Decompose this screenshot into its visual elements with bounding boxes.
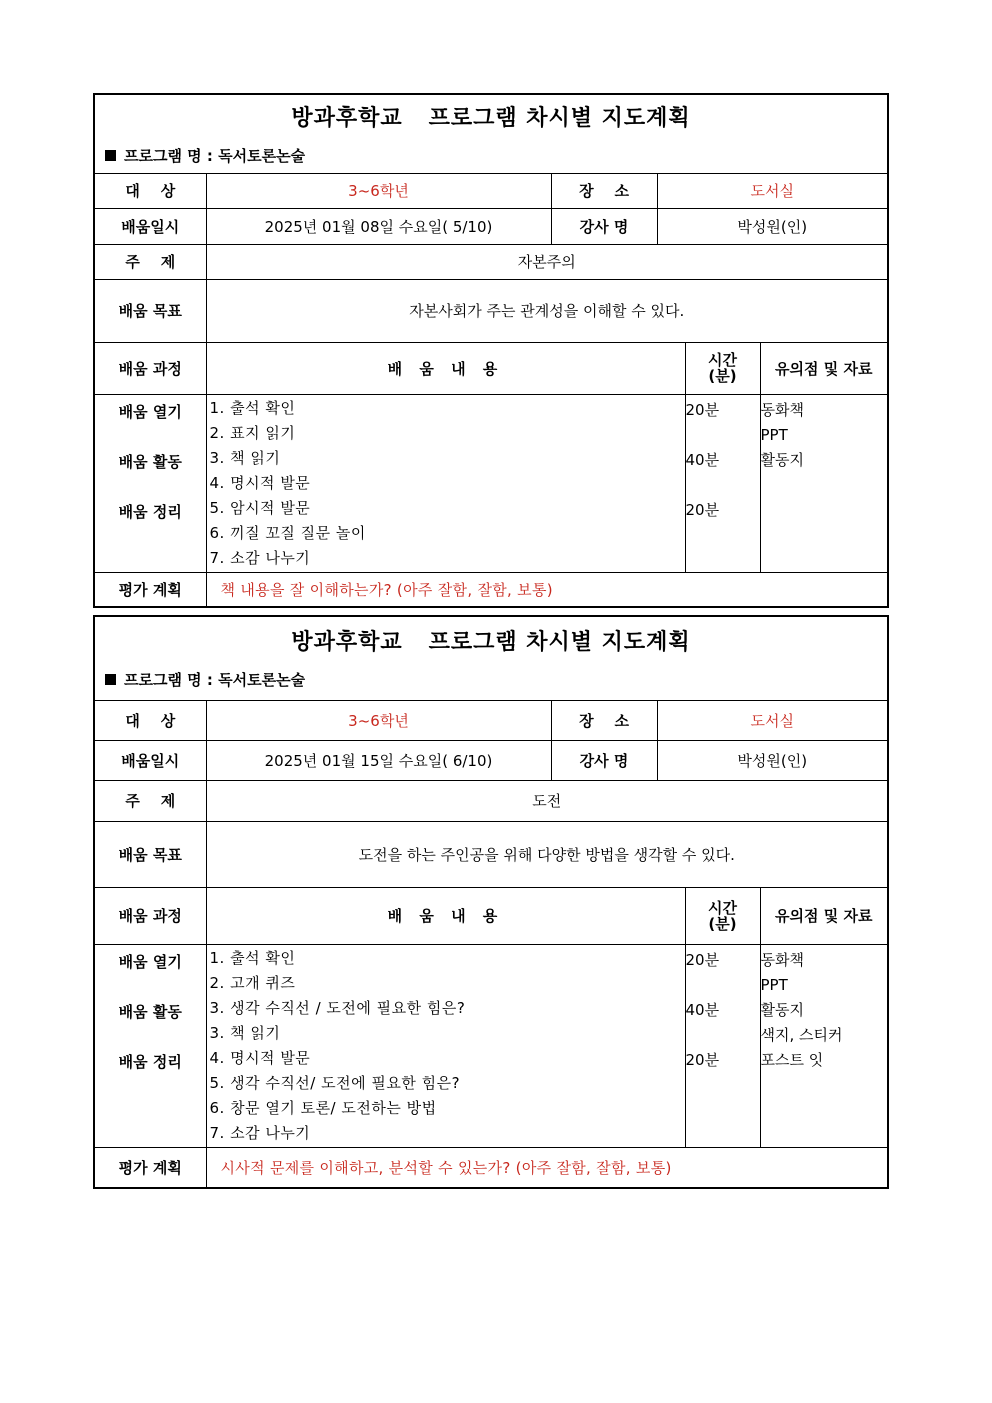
content-list <box>206 944 685 1147</box>
goal-label: 배움 목표 <box>95 821 206 887</box>
time-item: 40분 <box>685 450 720 469</box>
list-item: 2. 표지 읽기 <box>209 423 296 442</box>
date-value: 2025년 01월 15일 수요일( 6/10) <box>206 740 551 780</box>
place-label: 장 소 <box>551 173 657 208</box>
time-item: 40분 <box>685 1000 720 1019</box>
lesson-plan-2 <box>93 615 889 1189</box>
process-steps <box>95 394 206 572</box>
list-item: 6. 창문 열기 토론/ 도전하는 방법 <box>209 1098 437 1117</box>
eval-value: 시사적 문제를 이해하고, 분석할 수 있는가? (아주 잘함, 잘함, 보통) <box>206 1147 887 1187</box>
material-item: 동화책 <box>760 400 804 419</box>
program-name: 프로그램 명 : 독서토론논술 <box>124 147 306 165</box>
content-label: 배 움 내 용 <box>206 342 685 394</box>
list-item: 4. 명시적 발문 <box>209 473 311 492</box>
materials-list <box>760 944 887 1147</box>
topic-label: 주 제 <box>95 244 206 279</box>
list-item: 6. 끼질 꼬질 질문 놀이 <box>209 523 366 542</box>
place-value: 도서실 <box>657 700 887 740</box>
teacher-label: 강사 명 <box>551 208 657 244</box>
step-activity: 배움 활동 <box>118 452 182 471</box>
lesson-plan-1 <box>93 93 889 608</box>
materials-list <box>760 394 887 572</box>
time-item: 20분 <box>685 950 720 969</box>
step-opening: 배움 열기 <box>118 952 182 971</box>
time-item: 20분 <box>685 1050 720 1069</box>
time-item: 20분 <box>685 400 720 419</box>
list-item: 7. 소감 나누기 <box>209 548 311 567</box>
plan-header <box>95 95 887 173</box>
goal-value: 자본사회가 주는 관계성을 이해할 수 있다. <box>206 279 887 342</box>
material-item: 포스트 잇 <box>760 1050 824 1069</box>
teacher-value: 박성원(인) <box>657 740 887 780</box>
time-list <box>685 394 760 572</box>
plan-header <box>95 617 887 700</box>
notes-label: 유의점 및 자료 <box>760 887 887 944</box>
notes-label: 유의점 및 자료 <box>760 342 887 394</box>
time-label <box>685 342 760 394</box>
step-opening: 배움 열기 <box>118 402 182 421</box>
eval-label: 평가 계획 <box>95 1147 206 1187</box>
target-label: 대 상 <box>95 700 206 740</box>
topic-label: 주 제 <box>95 780 206 821</box>
time-item: 20분 <box>685 500 720 519</box>
material-item: 동화책 <box>760 950 804 969</box>
topic-value: 자본주의 <box>206 244 887 279</box>
process-steps <box>95 944 206 1147</box>
step-closing: 배움 정리 <box>118 1052 182 1071</box>
date-label: 배움일시 <box>95 208 206 244</box>
place-label: 장 소 <box>551 700 657 740</box>
content-list <box>206 394 685 572</box>
material-item: 색지, 스티커 <box>760 1025 843 1044</box>
program-name: 프로그램 명 : 독서토론논술 <box>124 671 306 689</box>
list-item: 3. 생각 수직선 / 도전에 필요한 힘은? <box>209 998 466 1017</box>
material-item: PPT <box>760 425 788 444</box>
target-label: 대 상 <box>95 173 206 208</box>
content-label: 배 움 내 용 <box>206 887 685 944</box>
teacher-value: 박성원(인) <box>657 208 887 244</box>
teacher-label: 강사 명 <box>551 740 657 780</box>
time-label-line-1: 시간 <box>708 351 737 369</box>
program-name-line <box>105 145 305 166</box>
program-name-line <box>105 669 305 690</box>
square-bullet-icon <box>105 674 116 685</box>
material-item: 활동지 <box>760 450 804 469</box>
plan-title: 방과후학교 프로그램 차시별 지도계획 <box>291 630 691 655</box>
target-value: 3~6학년 <box>206 700 551 740</box>
list-item: 3. 책 읽기 <box>209 1023 281 1042</box>
eval-value: 책 내용을 잘 이해하는가? (아주 잘함, 잘함, 보통) <box>206 572 887 606</box>
square-bullet-icon <box>105 150 116 161</box>
eval-label: 평가 계획 <box>95 572 206 606</box>
goal-value: 도전을 하는 주인공을 위해 다양한 방법을 생각할 수 있다. <box>206 821 887 887</box>
date-value: 2025년 01월 08일 수요일( 5/10) <box>206 208 551 244</box>
material-item: PPT <box>760 975 788 994</box>
time-label-line-2: (분) <box>708 914 737 933</box>
list-item: 5. 암시적 발문 <box>209 498 311 517</box>
list-item: 1. 출석 확인 <box>209 398 296 417</box>
time-label-line-1: 시간 <box>708 898 737 917</box>
time-label-line-2: (분) <box>708 367 737 385</box>
process-label: 배움 과정 <box>95 887 206 944</box>
list-item: 4. 명시적 발문 <box>209 1048 311 1067</box>
step-closing: 배움 정리 <box>118 502 182 521</box>
goal-label: 배움 목표 <box>95 279 206 342</box>
step-activity: 배움 활동 <box>118 1002 182 1021</box>
place-value: 도서실 <box>657 173 887 208</box>
list-item: 1. 출석 확인 <box>209 948 296 967</box>
list-item: 3. 책 읽기 <box>209 448 281 467</box>
material-item: 활동지 <box>760 1000 804 1019</box>
plan-title: 방과후학교 프로그램 차시별 지도계획 <box>291 106 691 131</box>
topic-value: 도전 <box>206 780 887 821</box>
list-item: 2. 고개 퀴즈 <box>209 973 296 992</box>
process-label: 배움 과정 <box>95 342 206 394</box>
date-label: 배움일시 <box>95 740 206 780</box>
target-value: 3~6학년 <box>206 173 551 208</box>
time-label <box>685 887 760 944</box>
list-item: 5. 생각 수직선/ 도전에 필요한 힘은? <box>209 1073 461 1092</box>
list-item: 7. 소감 나누기 <box>209 1123 311 1142</box>
time-list <box>685 944 760 1147</box>
